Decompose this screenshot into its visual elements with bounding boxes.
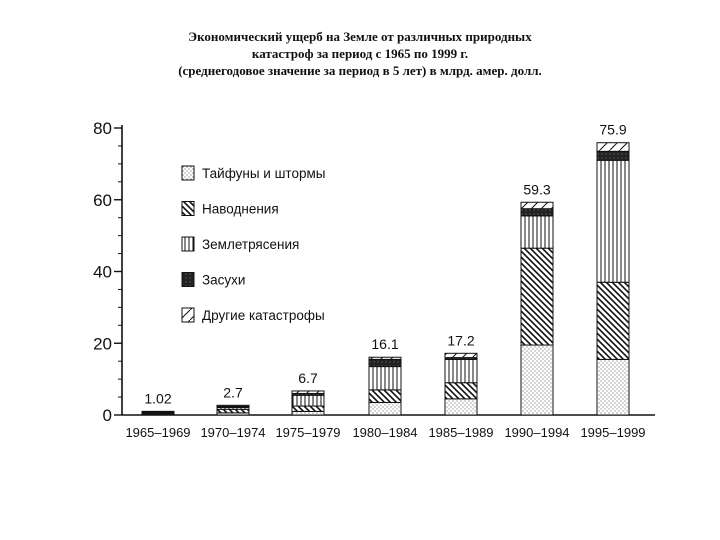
bar-segment [521,202,553,208]
title-line-2: катастроф за период с 1965 по 1999 г. [251,46,469,61]
y-tick-label: 80 [93,119,112,138]
legend-label: Другие катастрофы [202,308,325,323]
bar-segment [445,383,477,399]
title-line-3: (среднегодовое значение за период в 5 лет) в млрд. амер. долл. [178,63,542,78]
bar-stack [369,357,401,415]
legend-swatch [182,202,194,216]
legend-swatch [182,237,194,251]
bar-segment [369,359,401,366]
bar-segment [369,390,401,403]
legend-label: Тайфуны и штормы [202,166,326,181]
y-tick-label: 20 [93,334,112,354]
x-category-label: 1990–1994 [504,425,570,440]
bar-total-label: 17.2 [447,332,475,349]
bar-total-label: 2.7 [223,384,243,401]
bar-total-label: 59.3 [523,181,551,198]
bar-segment [597,282,629,359]
bar-stack [597,143,629,415]
bar-segment [521,216,553,248]
bar-segment [597,143,629,152]
bar-segment [369,402,401,415]
bar-segment [292,406,324,411]
y-tick-label: 60 [93,190,112,210]
y-tick-label: 40 [93,262,112,282]
bar-segment [597,151,629,160]
bar-stack [521,202,553,415]
bar-segment [597,160,629,282]
x-category-label: 1985–1989 [428,425,494,440]
title-line-1: Экономический ущерб на Земле от различных природных [188,29,532,44]
bar-stack [445,353,477,415]
legend-swatch [182,166,194,180]
bar-segment [292,411,324,415]
bar-total-label: 16.1 [371,336,399,353]
bar-segment [521,345,553,415]
y-tick-label: 0 [102,406,112,425]
bar-segment [445,359,477,382]
legend-label: Землетрясения [202,237,300,252]
bar-segment [292,395,324,406]
bar-segment [369,357,401,359]
x-category-label: 1970–1974 [200,425,266,440]
bar-segment [217,405,249,406]
legend-swatch [182,273,194,287]
bar-segment [445,353,477,357]
legend-label: Засухи [202,272,246,288]
bar-segment [521,248,553,345]
bar-total-label: 1.02 [144,390,172,407]
x-category-label: 1975–1979 [275,425,341,440]
bar-segment [217,409,249,413]
bar-segment [445,399,477,415]
bar-total-label: 6.7 [298,369,318,386]
bar-segment [521,209,553,216]
bar-stack [217,405,249,415]
bar-total-label: 75.9 [599,121,627,138]
bar-stack [142,411,174,415]
legend-label: Наводнения [202,201,279,217]
bar-segment [142,411,174,412]
bar-segment [292,391,324,394]
bar-segment [597,359,629,415]
bar-stack [292,391,324,415]
bar-segment [369,367,401,390]
x-category-label: 1995–1999 [580,425,646,440]
x-category-label: 1965–1969 [125,425,191,440]
x-category-label: 1980–1984 [352,425,418,440]
legend-swatch [182,308,194,322]
